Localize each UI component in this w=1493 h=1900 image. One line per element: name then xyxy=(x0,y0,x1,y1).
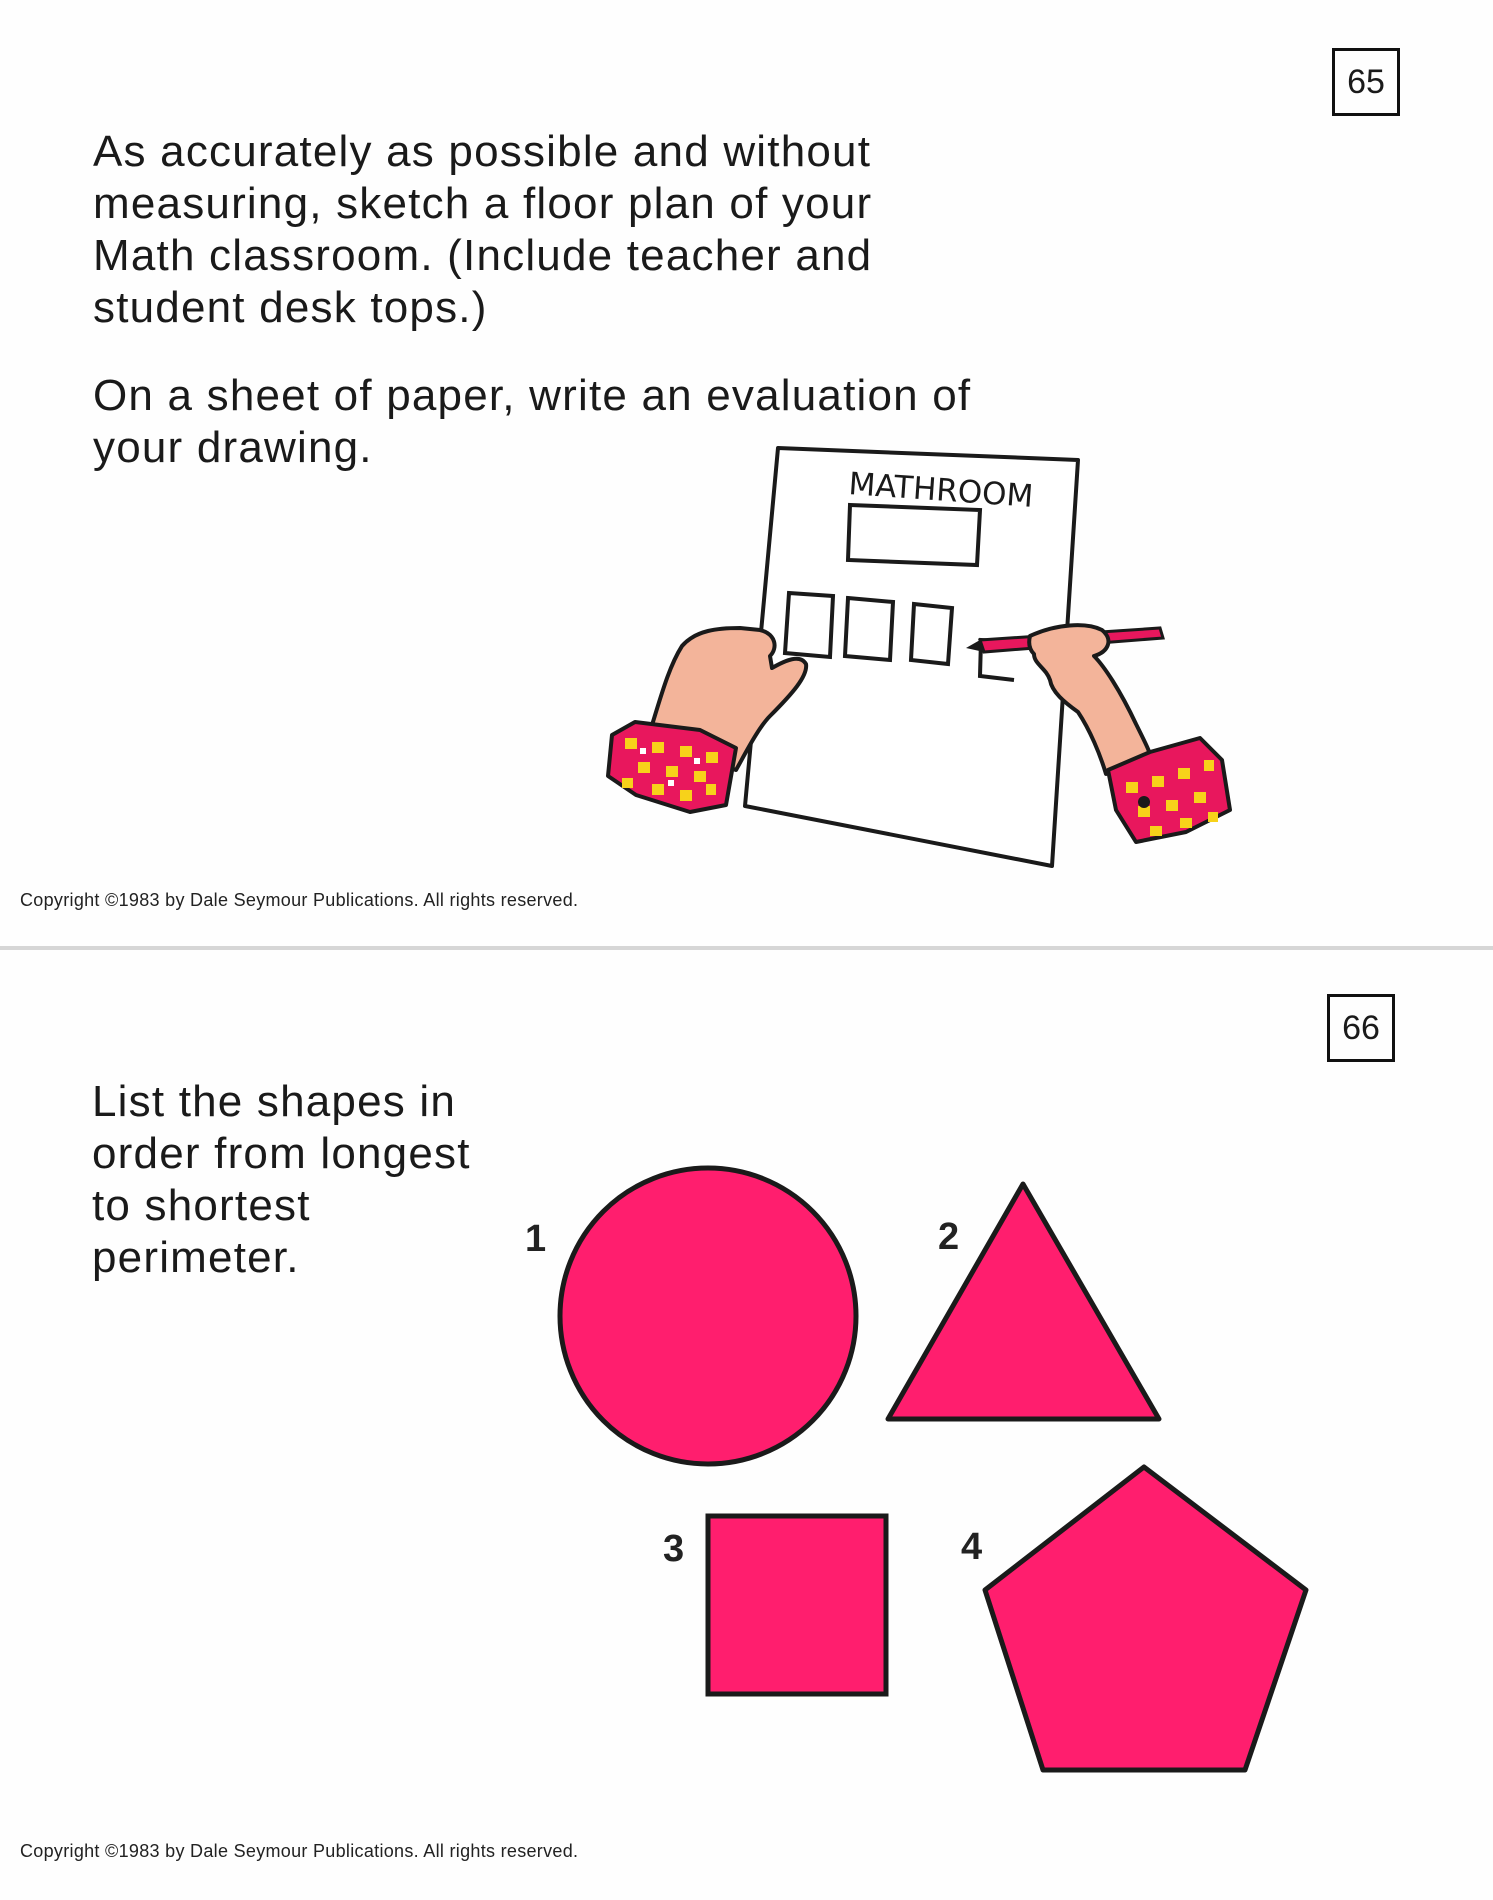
hands-drawing-floor-plan-icon xyxy=(600,440,1250,880)
card-66 xyxy=(0,950,1493,1900)
shape-label-3: 3 xyxy=(663,1528,685,1570)
shape-label-1: 1 xyxy=(525,1218,547,1260)
copyright-65: Copyright ©1983 by Dale Seymour Publications. All rights reserved. xyxy=(20,890,579,910)
prompt-line: to shortest xyxy=(92,1181,311,1230)
circle-icon xyxy=(560,1168,856,1464)
paper-caption: MATHROOM xyxy=(847,466,1035,515)
instruction-line: As accurately as possible and without xyxy=(93,127,872,176)
cuff-button xyxy=(1138,796,1150,808)
evaluation-line: your drawing. xyxy=(93,423,373,472)
triangle-icon xyxy=(888,1184,1159,1419)
prompt-line: perimeter. xyxy=(92,1233,300,1282)
instruction-line: Math classroom. (Include teacher and xyxy=(93,231,873,280)
card-65 xyxy=(0,0,1493,948)
copyright-66: Copyright ©1983 by Dale Seymour Publications. All rights reserved. xyxy=(20,1841,579,1861)
instruction-line: measuring, sketch a floor plan of your xyxy=(93,179,873,228)
shapes-figure xyxy=(0,950,1493,1900)
card-number-66: 66 xyxy=(1327,994,1395,1062)
square-icon xyxy=(708,1516,886,1694)
prompt-line: List the shapes in xyxy=(92,1077,457,1126)
pentagon-icon xyxy=(985,1467,1306,1770)
shape-label-2: 2 xyxy=(938,1216,960,1258)
shape-label-4: 4 xyxy=(961,1526,983,1568)
instruction-line: student desk tops.) xyxy=(93,283,488,332)
prompt-line: order from longest xyxy=(92,1129,471,1178)
card-65-instructions xyxy=(93,126,872,334)
evaluation-line: On a sheet of paper, write an evaluation of xyxy=(93,371,972,420)
card-number-65: 65 xyxy=(1332,48,1400,116)
